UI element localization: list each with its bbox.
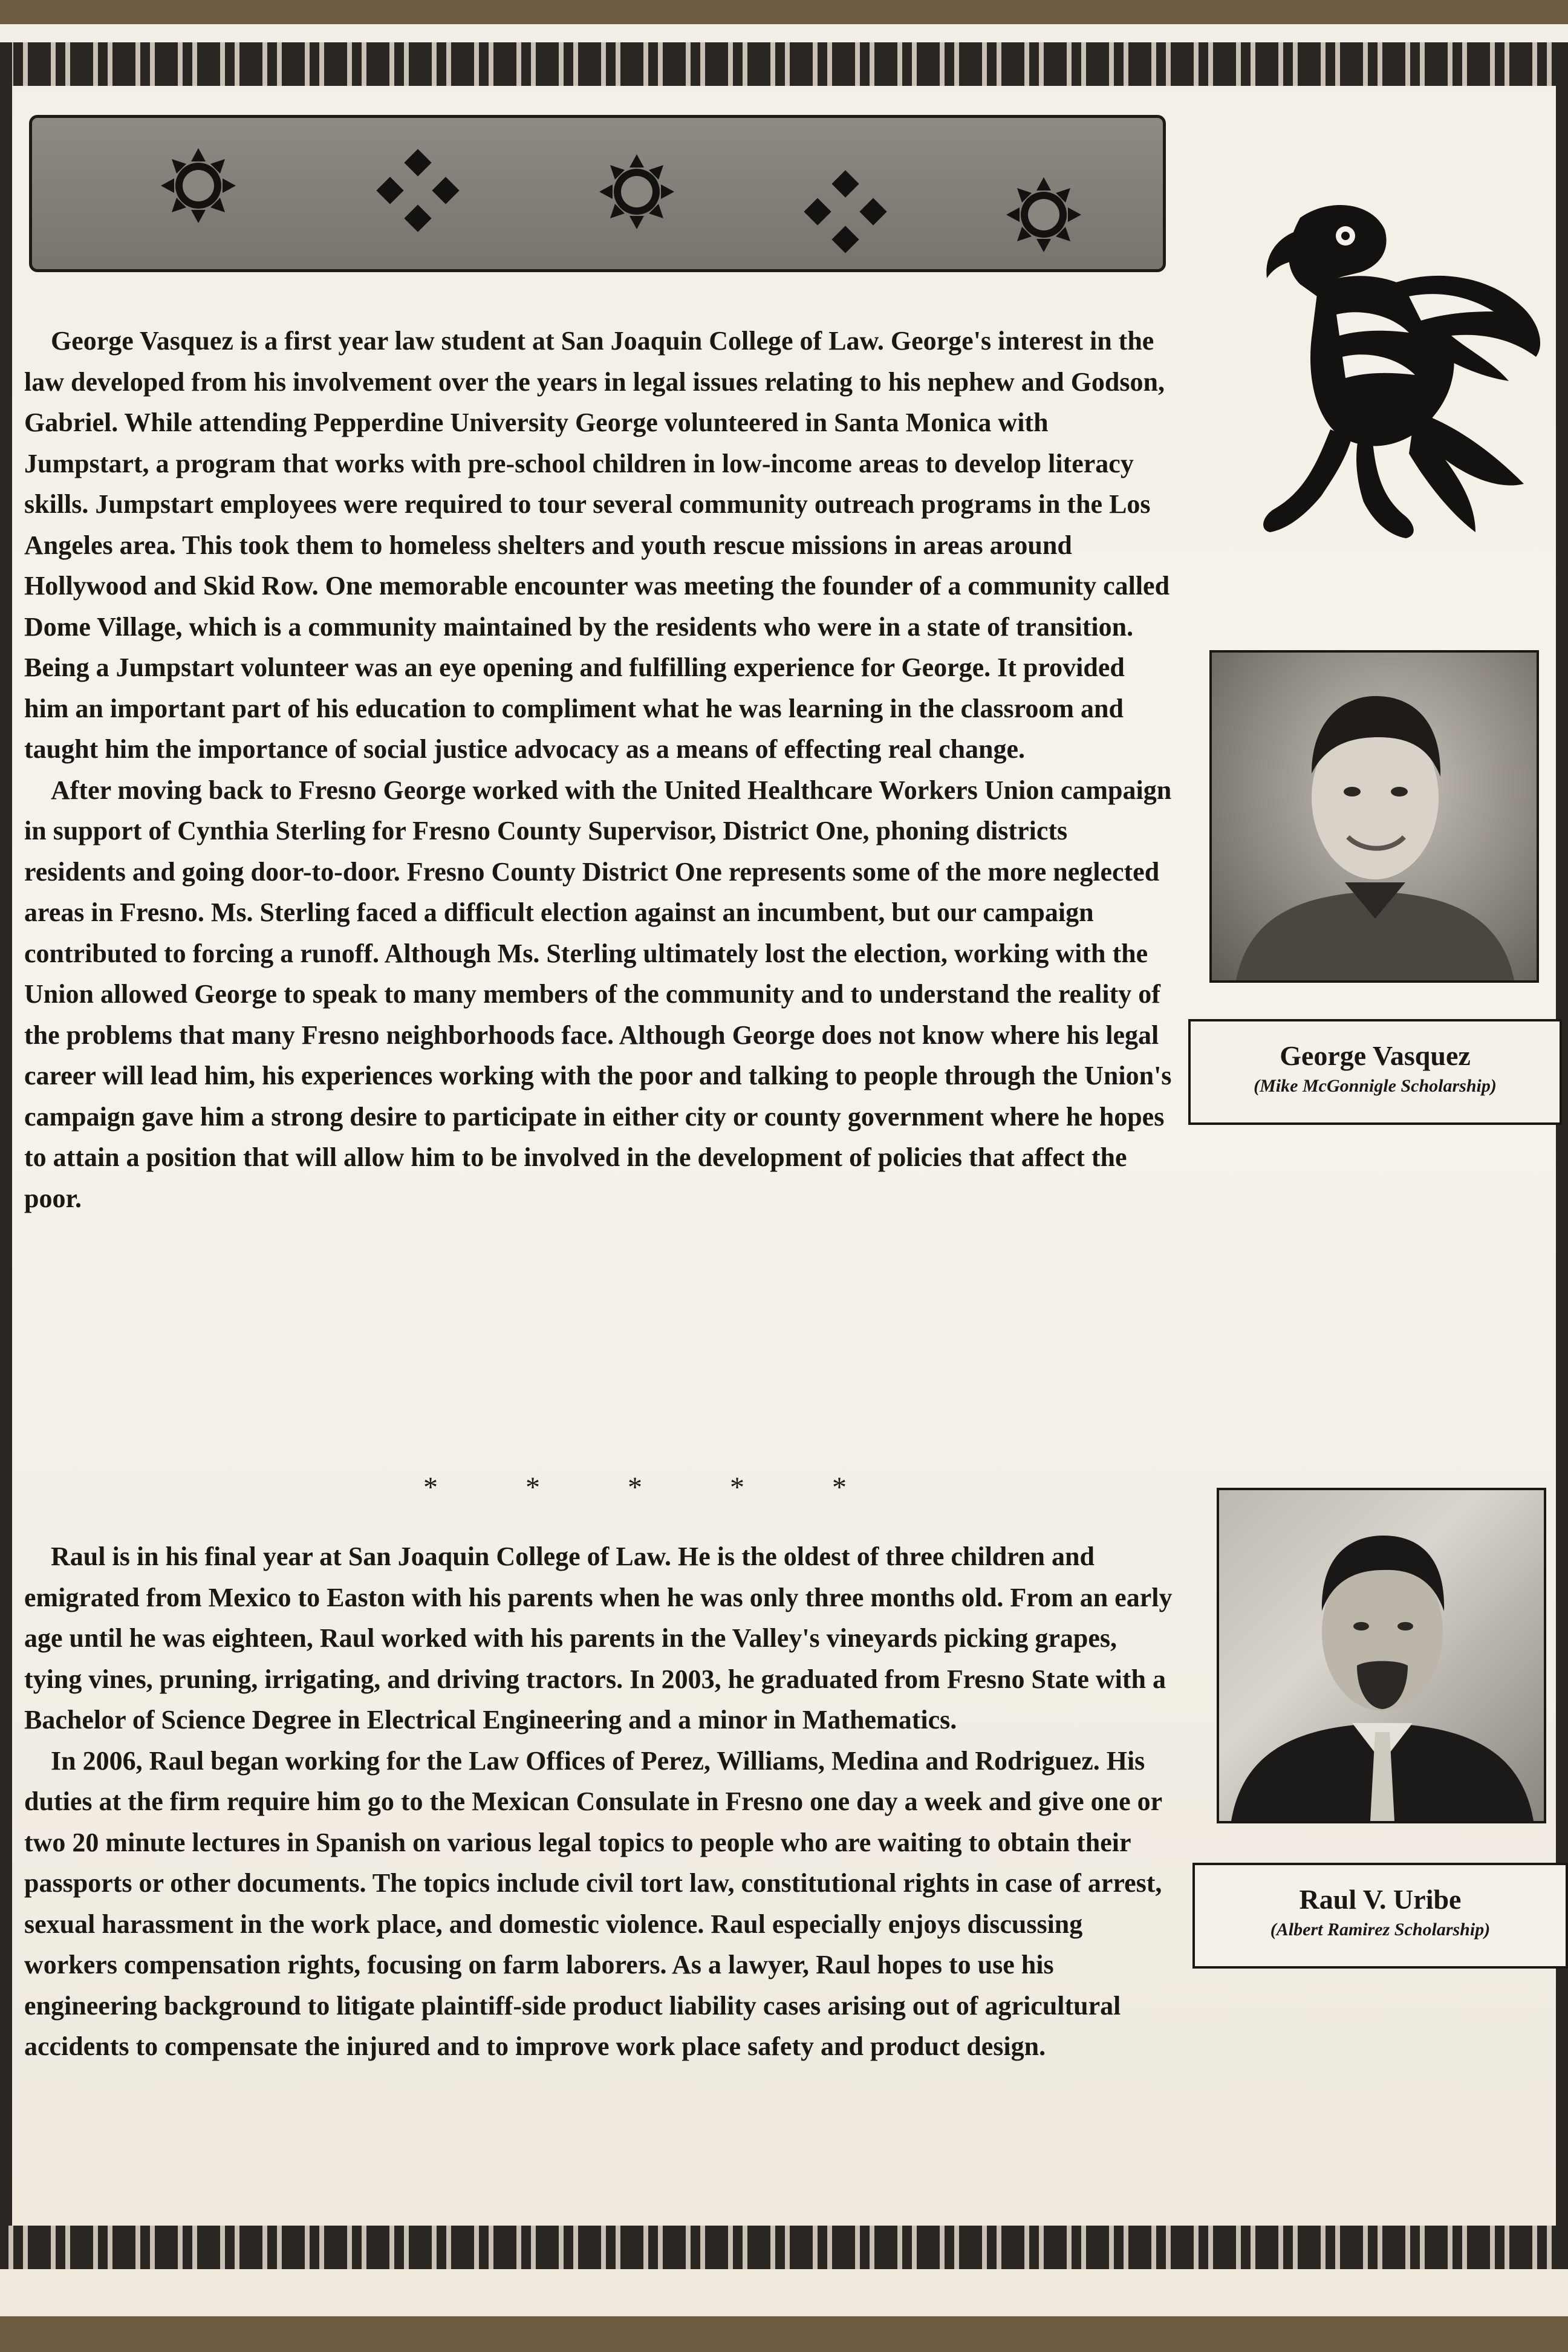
header-ornament-band [29,115,1166,272]
sun-icon [1006,177,1081,252]
bio-george-vasquez [24,321,1173,1219]
caption-george [1188,1019,1562,1125]
brochure-page [0,24,1568,2316]
sun-icon [599,154,674,229]
diamond-icon [376,149,459,232]
caption-name: Raul V. Uribe [1299,1884,1462,1915]
divider-mark: * [525,1471,540,1503]
border-left [0,42,12,2269]
caption-scholarship: (Mike McGonnigle Scholarship) [1254,1076,1497,1096]
bio-raul-uribe [24,1536,1173,2067]
divider-mark: * [730,1471,744,1503]
portrait-photo-raul [1217,1488,1546,1823]
bio-paragraph: In 2006, Raul began working for the Law Offices of Perez, Williams, Medina and Rodriguez. His duties at the firm require him go to the Mexican Consulate in Fresno one day a week and give one or two 20 minute lectures in Spanish on various legal topics to people who are waiting to obtain their passports or other documents. The topics include civil tort law, constitutional rights in case of arrest, sexual harassment in the work place, and domestic violence. Raul especially enjoys discussing workers compensation rights, focusing on farm laborers. As a lawyer, Raul hopes to use his engineering background to litigate plaintiff-side product liability cases arising out of agricultural accidents to compensate the injured and to improve work place safety and product design. [24,1745,1162,2061]
bio-paragraph: Raul is in his final year at San Joaquin College of Law. He is the oldest of three children and emigrated from Mexico to Easton with his parents when he was only three months old. From an early age until he was eighteen, Raul worked with his parents in the Valley's vineyards picking grapes, tying vines, pruning, irrigating, and driving tractors. In 2003, he graduated from Fresno State with a Bachelor of Science Degree in Electrical Engineering and a minor in Mathematics. [24,1542,1173,1735]
caption-raul [1192,1863,1568,1969]
portrait-photo-george [1209,650,1539,983]
border-top [0,42,1568,86]
eagle-icon [1209,194,1548,544]
caption-scholarship: (Albert Ramirez Scholarship) [1270,1920,1491,1940]
divider-mark: * [423,1471,438,1503]
divider-mark: * [832,1471,847,1503]
border-bottom [0,2226,1568,2269]
sun-icon [161,148,236,223]
diamond-icon [804,170,886,253]
caption-name: George Vasquez [1280,1040,1471,1071]
section-divider [423,1470,847,1506]
bio-paragraph: George Vasquez is a first year law student at San Joaquin College of Law. George's interest in the law developed from his involvement over the years in legal issues relating to his nephew and Godson, Gabriel. While attending Pepperdine University George volunteered in Santa Monica with Jumpstart, a program that works with pre-school children in low-income areas to develop literacy skills. Jumpstart employees were required to tour several community outreach programs in the Los Angeles area. This took them to homeless shelters and youth rescue missions in areas around Hollywood and Skid Row. One memorable encounter was meeting the founder of a community called Dome Village, which is a community maintained by the residents who were in a state of transition. Being a Jumpstart volunteer was an eye opening and fulfilling experience for George. It provided him an important part of his education to compliment what he was learning in the classroom and taught him the importance of social justice advocacy as a means of effecting real change. [24,326,1170,764]
divider-mark: * [628,1471,642,1503]
bio-paragraph: After moving back to Fresno George worked with the United Healthcare Workers Union campaign in support of Cynthia Sterling for Fresno County Supervisor, District One, phoning districts residents and going door-to-door. Fresno County District One represents some of the more neglected areas in Fresno. Ms. Sterling faced a difficult election against an incumbent, but our campaign contributed to forcing a runoff. Although Ms. Sterling ultimately lost the election, working with the Union allowed George to speak to many members of the community and to understand the reality of the problems that many Fresno neighborhoods face. Although George does not know where his legal career will lead him, his experiences working with the poor and talking to people through the Union's campaign gave him a strong desire to participate in either city or county government where he hopes to attain a position that will allow him to be involved in the development of policies that affect the poor. [24,775,1172,1213]
